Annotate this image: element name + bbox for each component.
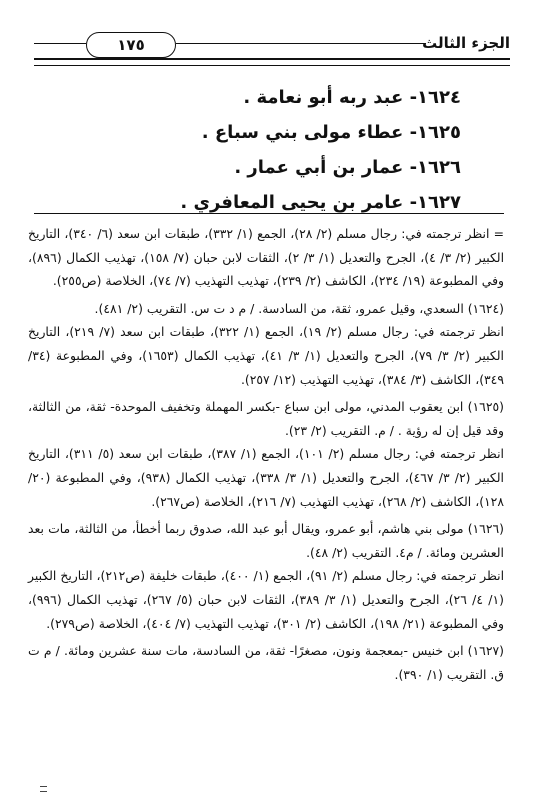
- scan-mark: [40, 786, 47, 792]
- entry-1624: ١٦٢٤- عبد ربه أبو نعامة .: [243, 87, 461, 108]
- entry-1625: ١٦٢٥- عطاء مولى بني سباع .: [201, 122, 461, 143]
- footnote-1625-sources: انظر ترجمته في: رجال مسلم (٢/ ١٠١)، الجمع (١/ ٣٨٧)، طبقات ابن سعد (٥/ ٣١١)، التاريخ الكبير (٢/ ٣/ ٤٦٧)، الجرح والتعديل (١/ ٣/ ٣٣٨)، تهذيب الكمال (٩٣٨)، وفي المطبوعة (٢٠/ ١٢٨)، الكاشف (٢/ ٢٦٨)، تهذيب التهذيب (٧/ ٢١٦)، الخلاصة (ص٢٦٧).: [28, 446, 504, 509]
- footnote-separator: [34, 213, 504, 214]
- page-number: ١٧٥: [117, 36, 145, 54]
- header-rule-left: [34, 43, 86, 44]
- page-number-frame: [86, 32, 176, 58]
- footnote-1624: (١٦٢٤) السعدي، وقيل عمرو، ثقة، من السادسة. / م د ت س. التقريب (٢/ ٤٨١).: [94, 300, 504, 316]
- header-rule: [34, 58, 510, 66]
- entry-list: [61, 80, 461, 220]
- footnote-continued: = انظر ترجمته في: رجال مسلم (٢/ ٢٨)، الجمع (١/ ٣٣٢)، طبقات ابن سعد (٦/ ٣٤٠)، التاريخ الكبير (٢/ ٣/ ٤)، الجرح والتعديل (١/ ٣/ ٢)، الثقات لابن حبان (٧/ ١٥٨)، تهذيب الكمال (٨٩٦)، وفي المطبوعة (١٩/ ٢٣٤)، الكاشف (٢/ ٢٣٩)، تهذيب التهذيب (٧/ ٧٤)، الخلاصة (ص٢٥٥).: [28, 226, 505, 289]
- footnote-1626: (١٦٢٦) مولى بني هاشم، أبو عمرو، ويقال أبو عبد الله، صدوق ربما أخطأ، من الثالثة، مات بعد العشرين ومائة. / م٤. التقريب (٢/ ٤٨).: [28, 521, 504, 560]
- page-header: [34, 32, 510, 60]
- running-title: الجزء الثالث: [422, 34, 510, 52]
- footnote-1625: (١٦٢٥) ابن يعقوب المدني، مولى ابن سباع -بكسر المهملة وتخفيف الموحدة- ثقة، من الثالثة، وقد قيل إن له رؤية . / م. التقريب (٢/ ٢٣).: [28, 399, 504, 438]
- header-rule-middle: [176, 43, 426, 44]
- entry-1626: ١٦٢٦- عمار بن أبي عمار .: [234, 157, 461, 178]
- footnote-1627: (١٦٢٧) ابن خنيس -بمعجمة ونون، مصغرًا- ثقة، من السادسة، مات سنة عشرين ومائة. / م ت ق. التقريب (١/ ٣٩٠).: [28, 643, 504, 682]
- footnotes: [28, 222, 504, 686]
- entry-1627: ١٦٢٧- عامر بن يحيى المعافري .: [180, 192, 461, 213]
- footnote-1624-sources: انظر ترجمته في: رجال مسلم (٢/ ١٩)، الجمع (١/ ٣٢٢)، طبقات ابن سعد (٧/ ٢١٩)، التاريخ الكبير (٢/ ٣/ ٧٩)، الجرح والتعديل (١/ ٣/ ٤١)، تهذيب الكمال (١٦٥٣)، وفي المطبوعة (٣٤/ ٣٤٩)، الكاشف (٣/ ٣٨٤)، تهذيب التهذيب (١٢/ ٢٥٧).: [28, 324, 504, 387]
- footnote-1626-sources: انظر ترجمته في: رجال مسلم (٢/ ٩١)، الجمع (١/ ٤٠٠)، طبقات خليفة (ص٢١٢)، التاريخ الكبير (١/ ٤/ ٢٦)، الجرح والتعديل (١/ ٣/ ٣٨٩)، الثقات لابن حبان (٥/ ٢٦٧)، تهذيب الكمال (٩٩٦)، وفي المطبوعة (٢١/ ١٩٨)، الكاشف (٢/ ٣٠١)، تهذيب التهذيب (٧/ ٤٠٤)، الخلاصة (ص٢٧٩).: [28, 568, 505, 631]
